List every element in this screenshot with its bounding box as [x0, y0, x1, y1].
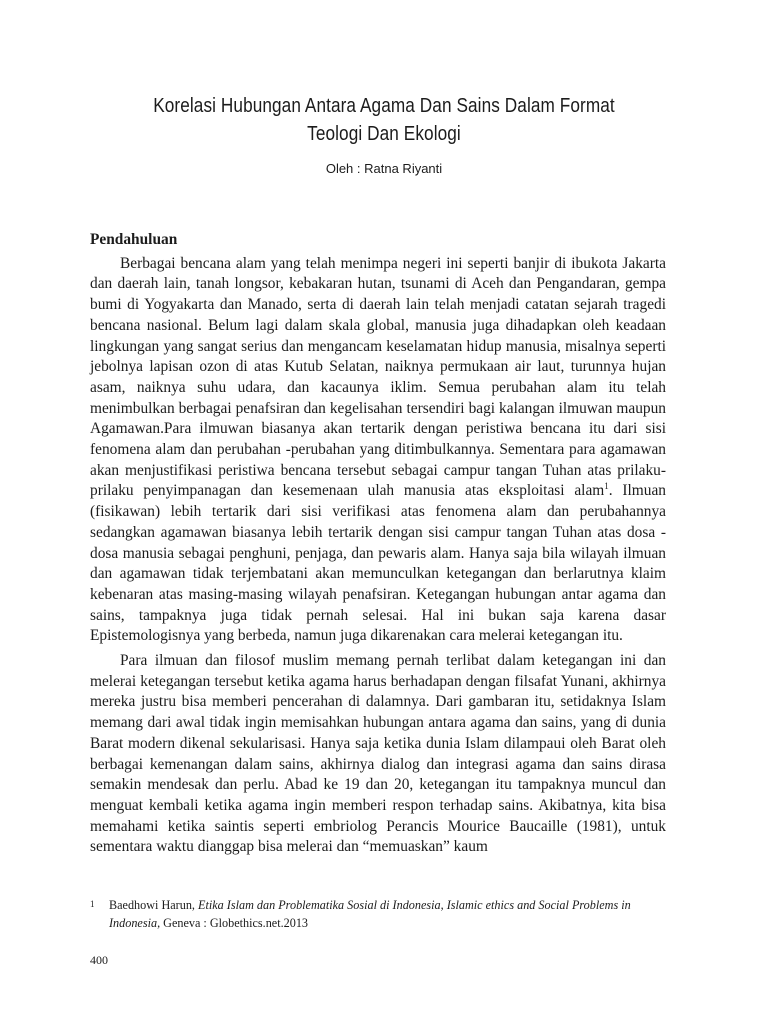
author-line: Oleh : Ratna Riyanti — [325, 161, 443, 176]
paragraph-1-part-2: . Ilmuan (fisikawan) lebih tertarik dari sisi verifikasi atas fenomena alam dan perubahannya sedangkan agamawan biasanya lebih tertarik dengan sisi campur tangan Tuhan atas dosa -dosa manusia sebagai penghuni, penjaga, dan pewaris alam. Hanya saja bila wilayah ilmuan dan agamawan tidak terjembatani akan memunculkan ketegangan dan berlarutnya klaim kebenaran atas masing-masing wilayah penafsiran. Ketegangan hubungan antar agama dan sains, tampaknya juga tidak pernah selesai. Hal ini bukan saja karena dasar Epistemologisnya yang berbeda, namun juga dikarenakan cara melerai ketegangan itu. — [90, 482, 666, 645]
footnote-marker: 1 — [90, 899, 95, 909]
paragraph-1-part-1: Berbagai bencana alam yang telah menimpa negeri ini seperti banjir di ibukota Jakarta dan daerah lain, tanah longsor, kebakaran hutan, tsunami di Aceh dan Pengandaran, gempa bumi di Yogyakarta dan Manado, serta di daerah lain telah menjadi catatan sejarah tragedi bencana nasional. Belum lagi dalam skala global, manusia juga dihadapkan oleh keadaan lingkungan yang sangat serius dan mengancam keselamatan hidup manusia, misalnya seperti jebolnya lapisan ozon di atas Kutub Selatan, naiknya permukaan air laut, turunnya hujan asam, naiknya suhu udara, dan kacaunya iklim. Semua perubahan alam itu telah menimbulkan berbagai penafsiran dan kegelisahan tersendiri bagi kalangan ilmuwan maupun Agamawan.Para ilmuwan biasanya akan tertarik dengan peristiwa bencana itu dari sisi fenomena alam dan perubahan -perubahan yang ditimbulkannya. Sementara para agamawan akan menjustifikasi peristiwa bencana tersebut sebagai campur tangan Tuhan atas prilaku-prilaku penyimpanagan dan kesemenaan ulah manusia atas eksploitasi alam — [90, 254, 666, 500]
footnote-author: Baedhowi Harun, — [109, 898, 199, 912]
section-heading: Pendahuluan — [90, 231, 178, 248]
title-line-1: Korelasi Hubungan Antara Agama Dan Sains Dalam Format — [153, 95, 615, 117]
title-line-2: Teologi Dan Ekologi — [307, 123, 461, 145]
footnote-publisher: Geneva : Globethics.net.2013 — [160, 916, 309, 930]
document-title — [105, 92, 662, 148]
footnote-title: Etika Islam dan Problematika Sosial di Indonesia, Islamic ethics and Social Problems in Indonesia, — [109, 898, 631, 930]
body-text — [90, 230, 666, 862]
footnote — [90, 896, 670, 932]
page-number: 400 — [90, 953, 108, 967]
paragraph-2: Para ilmuan dan filosof muslim memang pernah terlibat dalam ketegangan ini dan melerai ketegangan tersebut ketika agama harus berhadapan dengan filsafat Yunani, akhirnya mereka justru bisa memberi pencerahan di dalamnya. Dari gambaran itu, setidaknya Islam memang dari awal tidak ingin memisahkan hubungan antara agama dan sains, yang di dunia Barat modern dikenal sekularisasi. Hanya saja ketika dunia Islam dilampaui oleh Barat oleh berbagai kemenangan dalam sains, akhirnya dialog dan integrasi agama dan sains dirasa semakin mendesak dan perlu. Abad ke 19 dan 20, ketegangan itu tampaknya muncul dan menguat kembali ketika agama ingin memberi respon terhadap sains. Akibatnya, kita bisa memahami ketika saintis seperti embriolog Perancis Mourice Baucaille (1981), untuk sementara waktu dianggap bisa melerai dan “memuaskan” kaum — [90, 652, 666, 856]
footnote-body — [90, 896, 670, 932]
paragraph-1 — [90, 254, 666, 647]
footnote-reference[interactable]: 1 — [604, 481, 609, 492]
